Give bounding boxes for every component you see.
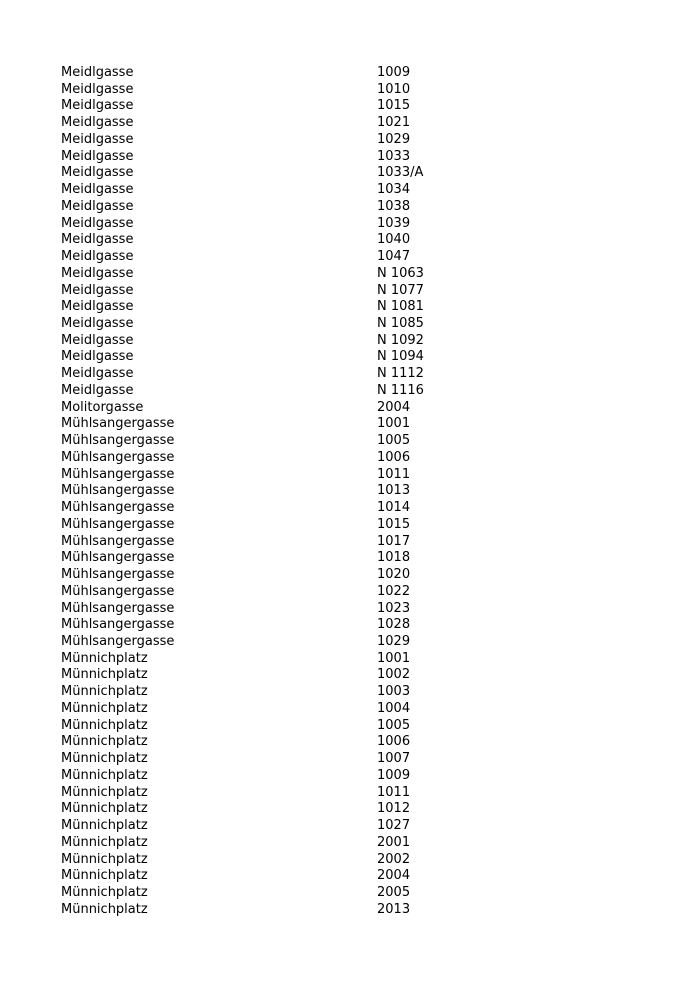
house-number-cell: N 1063: [377, 265, 424, 281]
house-number-cell: N 1094: [377, 349, 424, 365]
table-row: [61, 801, 481, 818]
table-row: [61, 467, 481, 484]
street-name-cell: Mühlsangergasse: [61, 516, 175, 532]
table-row: [61, 249, 481, 266]
table-row: [61, 115, 481, 132]
table-row: [61, 768, 481, 785]
street-name-cell: Münnichplatz: [61, 818, 148, 834]
street-name-cell: Mühlsangergasse: [61, 433, 175, 449]
house-number-cell: 1006: [377, 734, 411, 750]
house-number-cell: 1004: [377, 700, 411, 716]
street-name-cell: Mühlsangergasse: [61, 533, 175, 549]
street-name-cell: Münnichplatz: [61, 734, 148, 750]
house-number-cell: 1001: [377, 416, 411, 432]
street-name-cell: Molitorgasse: [61, 399, 144, 415]
street-name-cell: Meidlgasse: [61, 182, 134, 198]
table-row: [61, 868, 481, 885]
table-row: [61, 132, 481, 149]
street-name-cell: Münnichplatz: [61, 868, 148, 884]
street-name-cell: Meidlgasse: [61, 232, 134, 248]
house-number-cell: 1038: [377, 198, 411, 214]
street-name-cell: Mühlsangergasse: [61, 600, 175, 616]
house-number-cell: 2005: [377, 884, 411, 900]
table-row: [61, 818, 481, 835]
street-name-cell: Münnichplatz: [61, 884, 148, 900]
house-number-cell: 1040: [377, 232, 411, 248]
house-number-cell: 1033/A: [377, 165, 424, 181]
table-row: [61, 500, 481, 517]
table-row: [61, 349, 481, 366]
house-number-cell: 1010: [377, 81, 411, 97]
house-number-cell: 1039: [377, 215, 411, 231]
street-name-cell: Meidlgasse: [61, 215, 134, 231]
street-name-cell: Münnichplatz: [61, 667, 148, 683]
table-row: [61, 182, 481, 199]
house-number-cell: 1007: [377, 751, 411, 767]
street-name-cell: Mühlsangergasse: [61, 449, 175, 465]
house-number-cell: N 1077: [377, 282, 424, 298]
house-number-cell: 1009: [377, 767, 411, 783]
house-number-cell: 1029: [377, 131, 411, 147]
house-number-cell: 1009: [377, 65, 411, 80]
house-number-cell: N 1081: [377, 299, 424, 315]
street-name-cell: Münnichplatz: [61, 700, 148, 716]
house-number-cell: 1018: [377, 550, 411, 566]
table-row: [61, 366, 481, 383]
street-name-cell: Mühlsangergasse: [61, 617, 175, 633]
street-name-cell: Meidlgasse: [61, 316, 134, 332]
table-row: [61, 718, 481, 735]
street-name-cell: Münnichplatz: [61, 784, 148, 800]
table-row: [61, 751, 481, 768]
street-name-cell: Mühlsangergasse: [61, 567, 175, 583]
house-number-cell: 1003: [377, 684, 411, 700]
street-name-cell: Mühlsangergasse: [61, 466, 175, 482]
table-row: [61, 601, 481, 618]
street-name-cell: Meidlgasse: [61, 299, 134, 315]
table-row: [61, 534, 481, 551]
house-number-cell: 2004: [377, 399, 411, 415]
street-name-cell: Meidlgasse: [61, 165, 134, 181]
house-number-cell: 1014: [377, 500, 411, 516]
house-number-cell: 1011: [377, 784, 411, 800]
table-row: [61, 483, 481, 500]
street-name-cell: Münnichplatz: [61, 717, 148, 733]
house-number-cell: N 1112: [377, 366, 424, 382]
table-row: [61, 98, 481, 115]
street-name-cell: Münnichplatz: [61, 751, 148, 767]
street-name-cell: Meidlgasse: [61, 332, 134, 348]
street-name-cell: Meidlgasse: [61, 349, 134, 365]
house-number-cell: 1005: [377, 717, 411, 733]
house-number-cell: 1002: [377, 667, 411, 683]
house-number-cell: 2002: [377, 851, 411, 867]
street-name-cell: Meidlgasse: [61, 65, 134, 80]
table-row: [61, 400, 481, 417]
street-name-cell: Mühlsangergasse: [61, 483, 175, 499]
house-number-cell: 1027: [377, 818, 411, 834]
house-number-cell: 1015: [377, 516, 411, 532]
house-number-cell: 2004: [377, 868, 411, 884]
table-row: [61, 333, 481, 350]
street-name-cell: Meidlgasse: [61, 249, 134, 265]
street-name-cell: Münnichplatz: [61, 834, 148, 850]
house-number-cell: 1013: [377, 483, 411, 499]
house-number-cell: 1017: [377, 533, 411, 549]
table-row: [61, 835, 481, 852]
street-name-cell: Meidlgasse: [61, 148, 134, 164]
house-number-cell: 1005: [377, 433, 411, 449]
street-name-cell: Münnichplatz: [61, 801, 148, 817]
street-name-cell: Meidlgasse: [61, 382, 134, 398]
house-number-cell: N 1092: [377, 332, 424, 348]
table-row: [61, 199, 481, 216]
table-row: [61, 450, 481, 467]
table-row: [61, 283, 481, 300]
street-name-cell: Mühlsangergasse: [61, 500, 175, 516]
table-row: [61, 567, 481, 584]
street-name-cell: Münnichplatz: [61, 650, 148, 666]
table-row: [61, 885, 481, 902]
street-name-cell: Mühlsangergasse: [61, 583, 175, 599]
table-row: [61, 82, 481, 99]
house-number-cell: 1022: [377, 583, 411, 599]
street-name-cell: Münnichplatz: [61, 901, 148, 917]
table-row: [61, 416, 481, 433]
house-number-cell: 2001: [377, 834, 411, 850]
street-name-cell: Meidlgasse: [61, 131, 134, 147]
street-name-cell: Münnichplatz: [61, 767, 148, 783]
address-table: [61, 65, 481, 918]
table-row: [61, 299, 481, 316]
table-row: [61, 550, 481, 567]
house-number-cell: 1047: [377, 249, 411, 265]
table-row: [61, 165, 481, 182]
house-number-cell: 1012: [377, 801, 411, 817]
table-row: [61, 383, 481, 400]
house-number-cell: 1001: [377, 650, 411, 666]
table-row: [61, 734, 481, 751]
street-name-cell: Meidlgasse: [61, 115, 134, 131]
street-name-cell: Meidlgasse: [61, 282, 134, 298]
house-number-cell: 2013: [377, 901, 411, 917]
street-name-cell: Münnichplatz: [61, 851, 148, 867]
house-number-cell: 1015: [377, 98, 411, 114]
table-row: [61, 902, 481, 919]
house-number-cell: 1020: [377, 567, 411, 583]
house-number-cell: 1023: [377, 600, 411, 616]
table-row: [61, 65, 481, 82]
house-number-cell: 1028: [377, 617, 411, 633]
street-name-cell: Mühlsangergasse: [61, 416, 175, 432]
street-name-cell: Meidlgasse: [61, 366, 134, 382]
street-name-cell: Münnichplatz: [61, 684, 148, 700]
house-number-cell: N 1085: [377, 316, 424, 332]
table-row: [61, 785, 481, 802]
house-number-cell: 1021: [377, 115, 411, 131]
table-row: [61, 651, 481, 668]
street-name-cell: Meidlgasse: [61, 81, 134, 97]
table-row: [61, 216, 481, 233]
table-row: [61, 316, 481, 333]
table-row: [61, 433, 481, 450]
house-number-cell: N 1116: [377, 382, 424, 398]
street-name-cell: Meidlgasse: [61, 98, 134, 114]
table-row: [61, 584, 481, 601]
street-name-cell: Meidlgasse: [61, 265, 134, 281]
house-number-cell: 1034: [377, 182, 411, 198]
house-number-cell: 1011: [377, 466, 411, 482]
house-number-cell: 1029: [377, 633, 411, 649]
house-number-cell: 1006: [377, 449, 411, 465]
table-row: [61, 701, 481, 718]
street-name-cell: Meidlgasse: [61, 198, 134, 214]
table-row: [61, 517, 481, 534]
table-row: [61, 617, 481, 634]
house-number-cell: 1033: [377, 148, 411, 164]
table-row: [61, 266, 481, 283]
table-row: [61, 667, 481, 684]
street-name-cell: Mühlsangergasse: [61, 633, 175, 649]
table-row: [61, 852, 481, 869]
street-name-cell: Mühlsangergasse: [61, 550, 175, 566]
table-row: [61, 232, 481, 249]
table-row: [61, 634, 481, 651]
table-row: [61, 684, 481, 701]
table-row: [61, 149, 481, 166]
